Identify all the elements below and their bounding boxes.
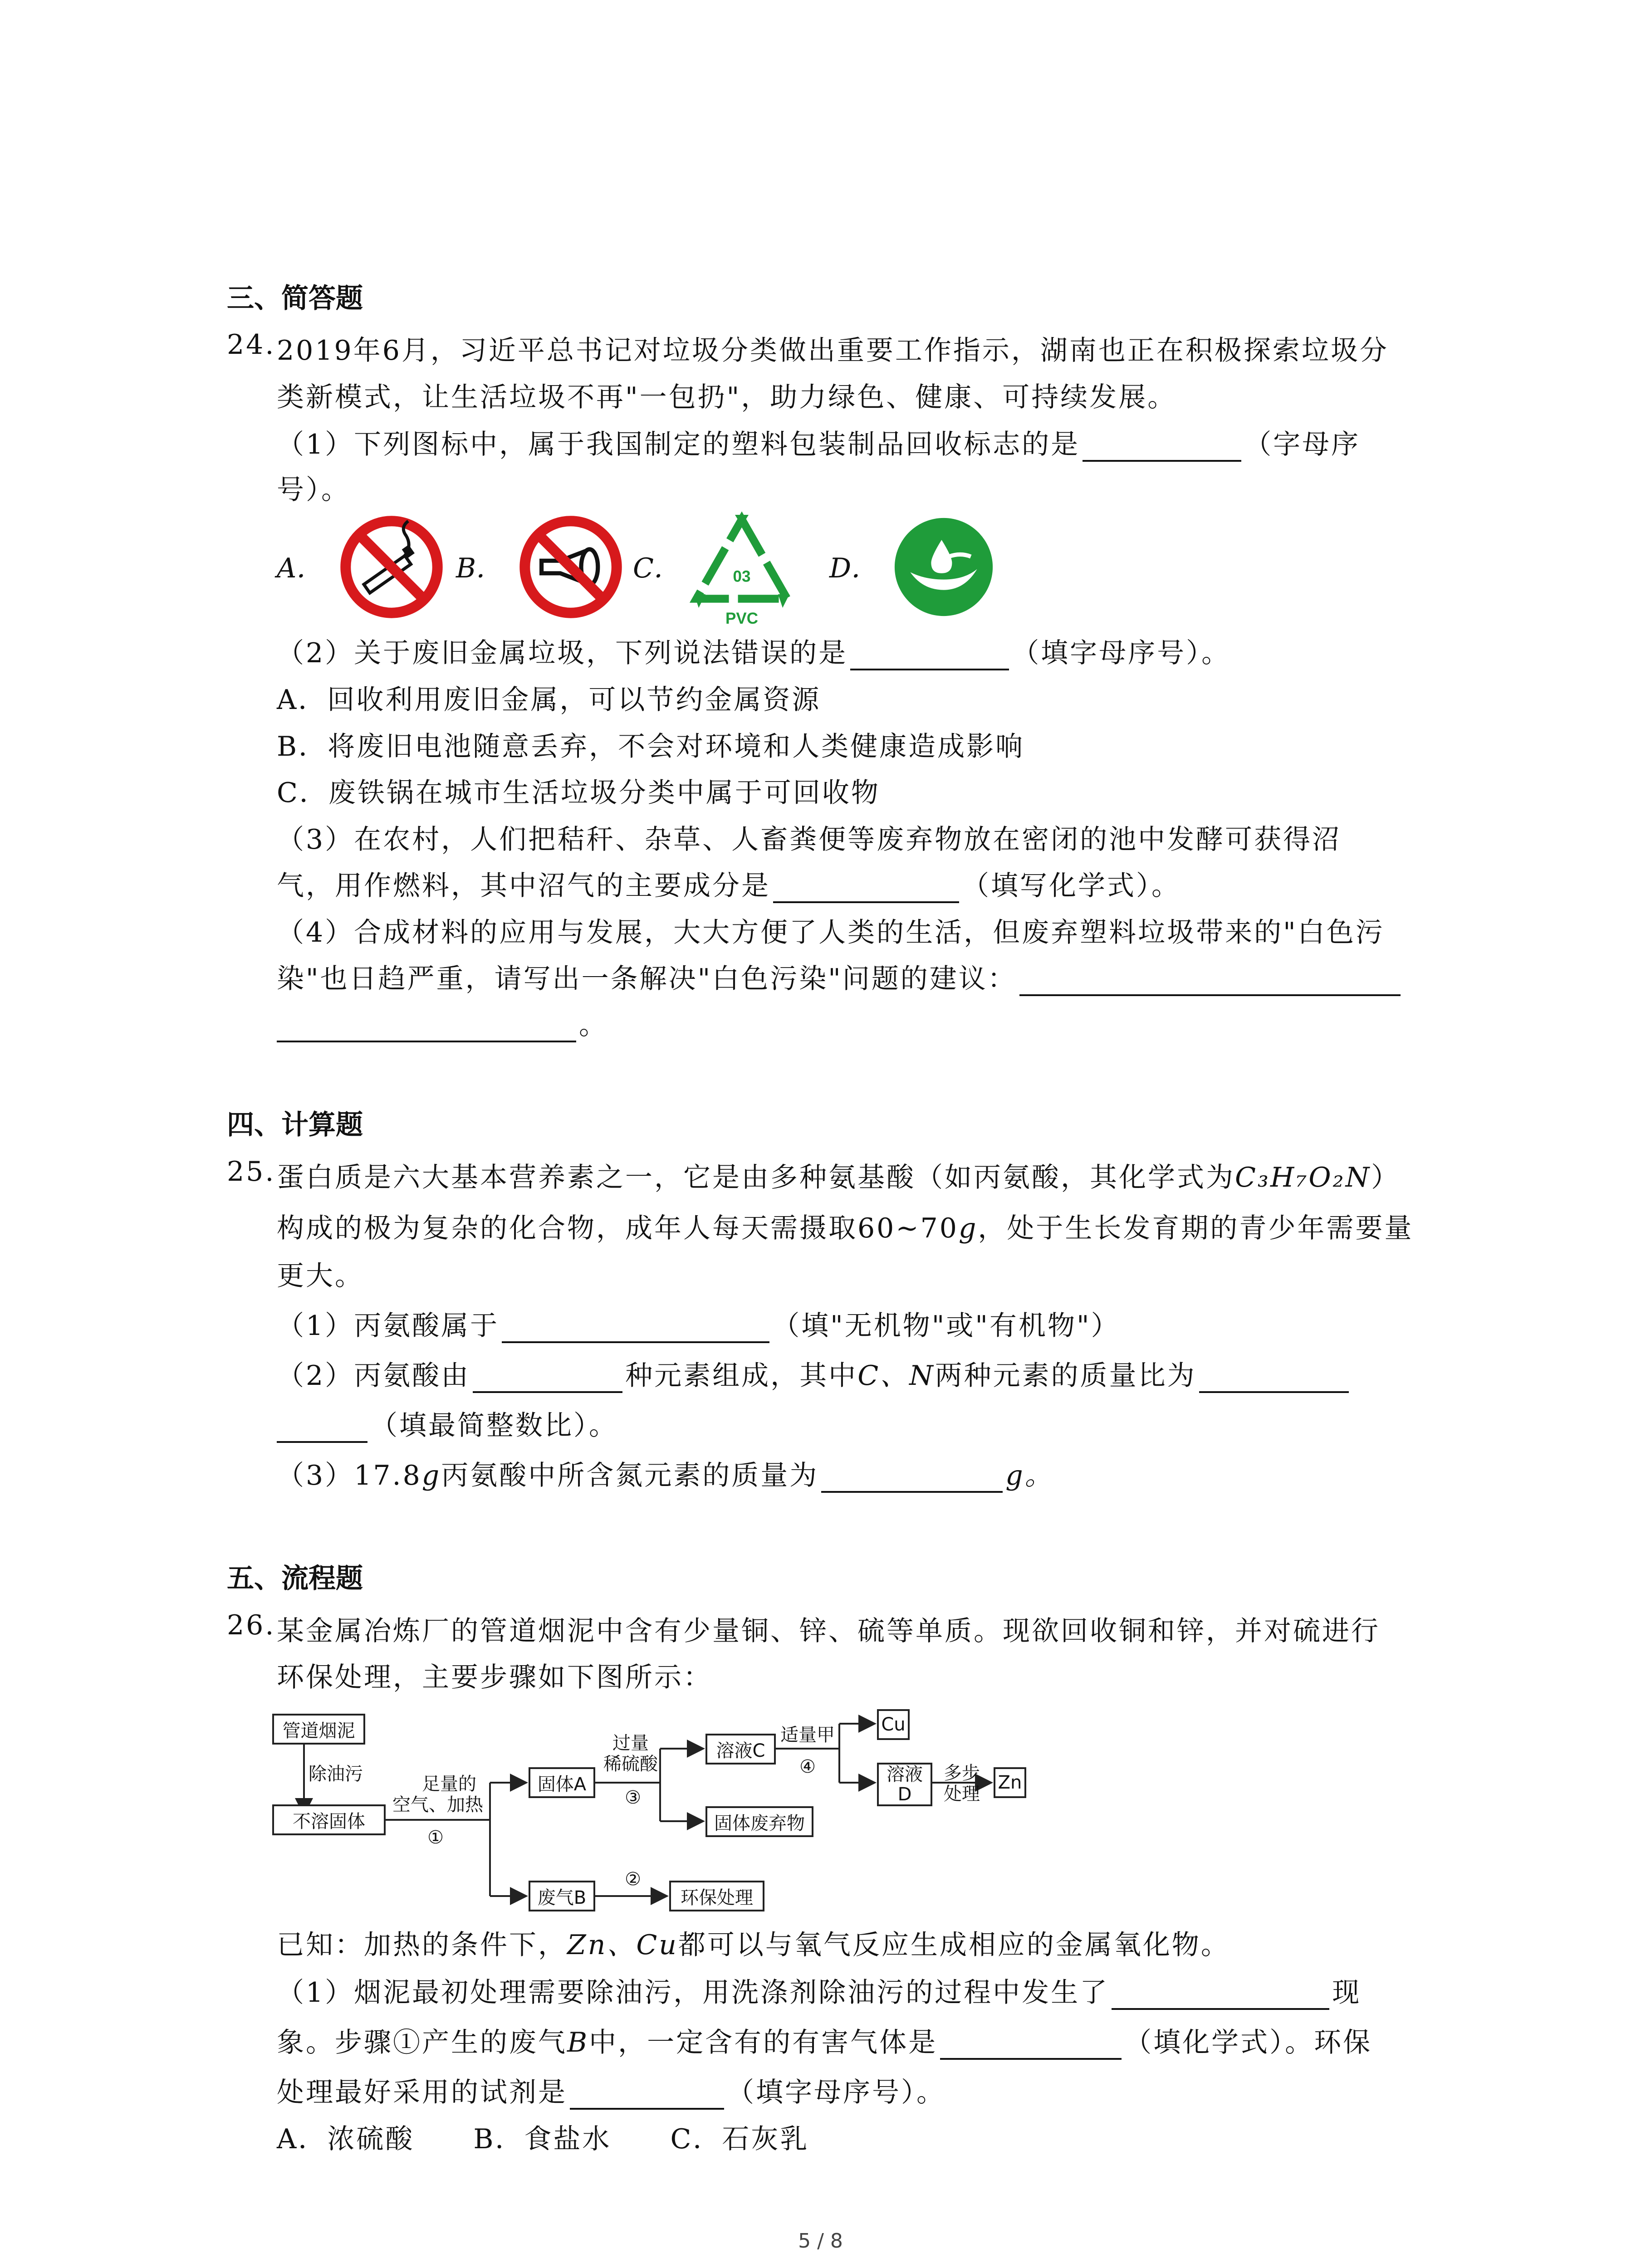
- q26-option-c: C．石灰乳: [670, 2123, 809, 2155]
- flow-label-step3-a: 过量: [612, 1733, 649, 1754]
- flow-box-solution-d-line1: 溶液: [887, 1764, 923, 1785]
- flow-step1-marker: ①: [427, 1827, 444, 1848]
- q24-part1-line1: [277, 423, 1360, 462]
- q25-part3-b: 丙氨酸中所含氮元素的质量为: [441, 1460, 819, 1491]
- water-saving-icon: [892, 515, 996, 619]
- q25-part2-blank1[interactable]: [473, 1364, 622, 1393]
- flow-box-solution-d-line2: D: [897, 1784, 912, 1805]
- q24-part3-line2: [277, 864, 1181, 903]
- q24-part4-line1: （4）合成材料的应用与发展，大大方便了人类的生活，但废弃塑料垃圾带来的"白色污: [277, 917, 1385, 948]
- q24-part1-line2: 号）。: [277, 474, 350, 506]
- flow-box-solid-waste: 固体废弃物: [705, 1806, 813, 1837]
- section-heading-process: 五、流程题: [227, 1563, 363, 1594]
- q25-part2-blank2[interactable]: [1199, 1364, 1349, 1393]
- flow-label-step4: 适量甲: [780, 1725, 835, 1745]
- flow-label-degrease: 除油污: [309, 1764, 363, 1784]
- q26-part1-e: 中，一定含有的有害气体是: [589, 2027, 938, 2058]
- flow-box-solution-d: [877, 1763, 932, 1806]
- q24-stem-line1: 2019年6月，习近平总书记对垃圾分类做出重要工作指示，湖南也正在积极探索垃圾分: [277, 335, 1389, 367]
- q26-known-a: 已知：加热的条件下，: [277, 1929, 567, 1961]
- q24-part4-line2: [277, 957, 1403, 996]
- flow-step4-marker: ④: [799, 1756, 816, 1777]
- q24-part3-blank[interactable]: [773, 874, 959, 903]
- q24-part1-blank[interactable]: [1083, 433, 1241, 462]
- q24-part2: [277, 631, 1230, 670]
- section-heading-calculation: 四、计算题: [227, 1109, 363, 1141]
- q26-part1-f: （填化学式）。环保: [1124, 2027, 1372, 2058]
- q25-part3: [277, 1454, 1054, 1493]
- process-flow-diagram: [272, 1706, 1089, 1919]
- q24-part2-blank[interactable]: [850, 641, 1009, 670]
- q24-part4-text: 染"也日趋严重，请写出一条解决"白色污染"问题的建议：: [277, 963, 1017, 995]
- q25-stem-line1: [277, 1156, 1400, 1195]
- page-number: 5 / 8: [798, 2229, 843, 2253]
- q24-part3-line1: （3）在农村，人们把秸秆、杂草、人畜粪便等废弃物放在密闭的池中发酵可获得沼: [277, 824, 1342, 855]
- q25-stem-line2: [277, 1207, 1413, 1246]
- q24-number: 24.: [227, 329, 276, 361]
- flow-box-solid-a: 固体A: [529, 1767, 595, 1798]
- flow-box-environmental-treatment: 环保处理: [669, 1881, 764, 1911]
- q26-known-metals: Zn、Cu: [567, 1929, 678, 1961]
- q24-part2-tail: （填字母序号）。: [1012, 637, 1231, 669]
- q25-intake-unit: g: [958, 1212, 978, 1244]
- q24-part2-option-c: C．废铁锅在城市生活垃圾分类中属于可回收物: [277, 777, 880, 809]
- q25-part1: [277, 1304, 1120, 1343]
- q24-part4-line3: [277, 1003, 608, 1042]
- q24-part2-text: （2）关于废旧金属垃圾，下列说法错误的是: [277, 637, 848, 669]
- q26-stem-line1: 某金属冶炼厂的管道烟泥中含有少量铜、锌、硫等单质。现欲回收铜和锌，并对硫进行: [277, 1615, 1380, 1647]
- q25-intake-value: 60~70: [857, 1212, 959, 1244]
- q24-option-a-label: A．: [277, 552, 324, 584]
- q26-part1-a: （1）烟泥最初处理需要除油污，用洗涤剂除油污的过程中发生了: [277, 1977, 1109, 2009]
- flow-step2-marker: ②: [625, 1869, 641, 1890]
- q26-known-condition: [277, 1923, 1230, 1962]
- q25-part3-blank[interactable]: [821, 1464, 1003, 1493]
- flow-label-step3-b: 稀硫酸: [603, 1754, 658, 1774]
- flow-box-solution-c: 溶液C: [705, 1734, 776, 1765]
- q26-part1-h: （填字母序号）。: [727, 2077, 945, 2108]
- flow-box-copper: Cu: [877, 1709, 910, 1740]
- q25-part2-elements: C、N: [857, 1360, 935, 1392]
- q25-part2-b: 种元素组成，其中: [625, 1360, 858, 1392]
- flow-box-insoluble-solid: 不溶固体: [272, 1804, 386, 1835]
- flow-box-zinc: Zn: [994, 1767, 1026, 1798]
- q25-stem-line3: 更大。: [277, 1260, 364, 1292]
- q24-part4-blank[interactable]: [1019, 967, 1401, 996]
- q26-part1-g: 处理最好采用的试剂是: [277, 2077, 567, 2108]
- q24-option-b-label: B．: [456, 552, 504, 584]
- q26-part1-line3: [277, 2071, 945, 2110]
- q24-part4-blank-continued[interactable]: [277, 1013, 576, 1042]
- q25-part2-d: 两种元素的质量比为: [935, 1360, 1196, 1392]
- q25-part3-value: 17.8: [354, 1460, 422, 1491]
- q25-stem-text: 蛋白质是六大基本营养素之一，它是由多种氨基酸（如丙氨酸，其化学式为: [277, 1162, 1235, 1193]
- q24-part3-tail: （填写化学式）。: [962, 870, 1181, 902]
- flow-box-pipe-sludge: 管道烟泥: [272, 1714, 365, 1745]
- q26-stem-line2: 环保处理，主要步骤如下图所示：: [277, 1662, 712, 1693]
- flow-step3-marker: ③: [625, 1787, 641, 1808]
- q26-known-c: 都可以与氧气反应生成相应的金属氧化物。: [678, 1929, 1230, 1961]
- q26-number: 26.: [227, 1609, 276, 1641]
- q26-part1-b: 现: [1332, 1977, 1362, 2009]
- q24-part1-tail: （字母序: [1244, 429, 1361, 460]
- q26-part1-c: 象。步骤①产生的废气: [277, 2027, 567, 2058]
- q25-part2-blank2-continued[interactable]: [277, 1414, 367, 1443]
- q26-option-a: A．浓硫酸: [277, 2123, 415, 2155]
- section-heading-short-answer: 三、简答题: [227, 283, 363, 314]
- no-horn-icon: [519, 515, 623, 619]
- q25-part2: [277, 1354, 1352, 1393]
- q25-number: 25.: [227, 1156, 276, 1188]
- q26-part1-line1: [277, 1971, 1361, 2010]
- q25-part1-tail: （填"无机物"或"有机物"）: [772, 1310, 1120, 1342]
- q24-part2-option-b: B．将废旧电池随意丢弃，不会对环境和人类健康造成影响: [277, 731, 1025, 763]
- q25-stem-line2-b: ，处于生长发育期的青少年需要量: [978, 1212, 1414, 1244]
- q26-part1-line2: [277, 2021, 1372, 2060]
- recycle-code-number: 03: [733, 567, 751, 586]
- q24-option-d-label: D．: [829, 552, 879, 584]
- q24-part3-text: 气，用作燃料，其中沼气的主要成分是: [277, 870, 770, 902]
- q26-part1-blank2[interactable]: [940, 2031, 1122, 2060]
- q25-part2-a: （2）丙氨酸由: [277, 1360, 470, 1392]
- no-smoking-icon: [339, 515, 444, 619]
- flow-box-gas-b: 废气B: [529, 1881, 595, 1911]
- flow-label-step1-b: 空气、加热: [392, 1794, 483, 1815]
- alanine-formula: C₃H₇O₂N: [1235, 1162, 1372, 1193]
- recycle-code-label: PVC: [725, 610, 758, 627]
- flow-label-multistep-b: 处理: [944, 1784, 980, 1804]
- flow-label-step1-a: 足量的: [422, 1774, 476, 1794]
- q25-stem-line2-a: 构成的极为复杂的化合物，成年人每天需摄取: [277, 1212, 857, 1244]
- q25-part3-a: （3）: [277, 1460, 354, 1491]
- q26-part1-blank3[interactable]: [570, 2081, 724, 2110]
- q24-part4-end: 。: [579, 1009, 608, 1041]
- q26-part1-blank1[interactable]: [1112, 1981, 1329, 2010]
- q24-option-c-label: C．: [633, 552, 681, 584]
- q24-part2-option-a: A．回收利用废旧金属，可以节约金属资源: [277, 684, 821, 716]
- q25-part3-end: g。: [1005, 1460, 1054, 1491]
- q25-part3-unit: g: [421, 1460, 441, 1491]
- q24-stem-line2: 类新模式，让生活垃圾不再"一包扔"，助力绿色、健康、可持续发展。: [277, 381, 1177, 413]
- q25-part2-line2: [277, 1404, 618, 1443]
- q26-option-b: B．食盐水: [473, 2123, 612, 2155]
- q25-part2-e: （填最简整数比）。: [370, 1410, 618, 1442]
- q25-part1-blank[interactable]: [502, 1314, 769, 1343]
- q26-part1-gas-b: B: [567, 2027, 589, 2058]
- flow-label-multistep-a: 多步: [944, 1763, 980, 1784]
- q26-part1-options: [277, 2117, 809, 2156]
- q24-part1-text: （1）下列图标中，属于我国制定的塑料包装制品回收标志的是: [277, 429, 1080, 460]
- recycle-pvc-icon: [685, 510, 798, 628]
- q25-part1-text: （1）丙氨酸属于: [277, 1310, 500, 1342]
- q25-stem-paren: ）: [1371, 1162, 1401, 1193]
